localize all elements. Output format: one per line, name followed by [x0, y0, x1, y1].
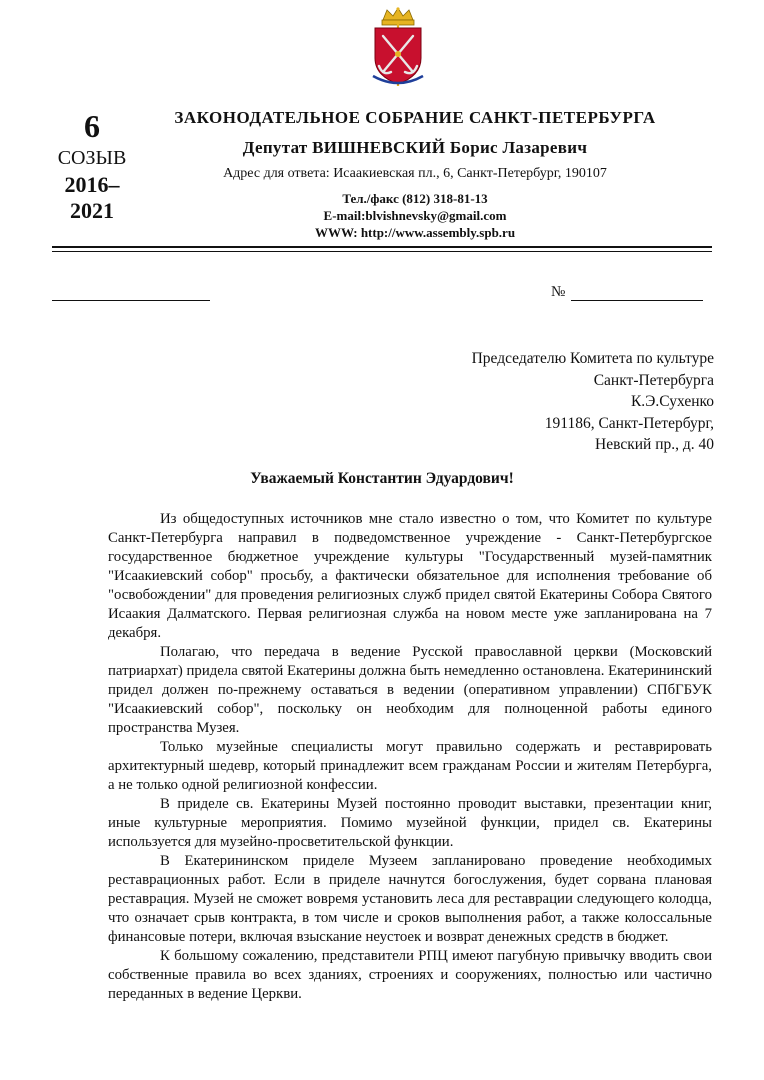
convocation-number: 6: [84, 108, 100, 144]
convocation-label: СОЗЫВ: [57, 147, 127, 169]
salutation: Уважаемый Константин Эдуардович!: [250, 470, 514, 487]
convocation-years-start: 2016–: [64, 172, 120, 197]
body-paragraph: Из общедоступных источников мне стало известно о том, что Комитет по культуре Санкт-Петербурга направил в подведомственное учреждение - Санкт-Петербургское государственное бюджетное учреждение культуры "Государственный музей-памятник "Исаакиевский собор" просьбу, а фактически обязательное для исполнения требование об "освобождении" для проведения религиозных служб придел святой Екатерины Собора Святого Исаакия Далматского. Первая религиозная служба на новом месте уже запланирована на 7 декабря.: [108, 511, 712, 641]
body-paragraph: В приделе св. Екатерины Музей постоянно проводит выставки, презентации книг, иные культурные мероприятия. Помимо музейной функции, придел св. Екатерины используется для музейно-просветительской функции.: [108, 796, 712, 850]
date-blank-line: [52, 298, 210, 301]
addressee-line: Невский пр., д. 40: [595, 436, 714, 453]
body-paragraph: Только музейные специалисты могут правильно содержать и реставрировать архитектурный шедевр, который принадлежит всем гражданам России и жителям Петербурга, а не только одной религиозной конфессии.: [108, 739, 712, 793]
registration-number-blank-line: [571, 298, 703, 301]
body-paragraph: Полагаю, что передача в ведение Русской православной церкви (Московский патриархат) придела святой Екатерины должна быть немедленно остановлена. Екатерининский придел должен по-прежнему оставаться в ведении (оперативном управлении) СПбГБУК "Исаакиевский собор", поскольку он необходим для полноценной работы единого пространства Музея.: [108, 644, 712, 736]
header-divider-thick: [52, 246, 712, 248]
body-paragraph: В Екатерининском приделе Музеем запланировано проведение необходимых реставрационных работ. Если в приделе начнутся богослужения, будет сорвана плановая реставрация. Музей не сможет вовремя установить леса для реставрации следующего колодца, что означает срыв контракта, в том числе и сроков выполнения работ, а также колоссальные финансовые потери, включая взыскание неустоек и возврат денежных средств в бюджет.: [108, 853, 712, 945]
addressee-line: 191186, Санкт-Петербург,: [544, 414, 714, 432]
addressee-block: [380, 348, 714, 456]
header-divider-thin: [52, 251, 712, 252]
email-address: E-mail:blvishnevsky@gmail.com: [323, 208, 507, 223]
convocation-years-end: 2021: [70, 198, 114, 223]
addressee-line: К.Э.Сухенко: [630, 393, 714, 410]
convocation-block: [52, 108, 132, 224]
addressee-line: Санкт-Петербурга: [593, 371, 714, 389]
deputy-name: Депутат ВИШНЕВСКИЙ Борис Лазаревич: [242, 138, 588, 157]
addressee-line: Председателю Комитета по культуре: [471, 350, 714, 367]
assembly-title: ЗАКОНОДАТЕЛЬНОЕ СОБРАНИЕ САНКТ-ПЕТЕРБУРГА: [174, 108, 656, 127]
registration-number-label: №: [551, 284, 566, 300]
body-paragraph: К большому сожалению, представители РПЦ имеют пагубную привычку вводить свои собственные правила во всех зданиях, строениях и сооружениях, полностью или частично переданных в ведение Церкви.: [108, 948, 712, 1002]
letter-body: [108, 510, 712, 1004]
reply-address: Адрес для ответа: Исаакиевская пл., 6, Санкт-Петербург, 190107: [223, 166, 607, 181]
website-address: WWW: http://www.assembly.spb.ru: [314, 225, 516, 240]
crown-icon: [382, 7, 414, 25]
coat-of-arms-emblem: [365, 6, 431, 88]
phone-fax: Тел./факс (812) 318-81-13: [342, 191, 488, 206]
